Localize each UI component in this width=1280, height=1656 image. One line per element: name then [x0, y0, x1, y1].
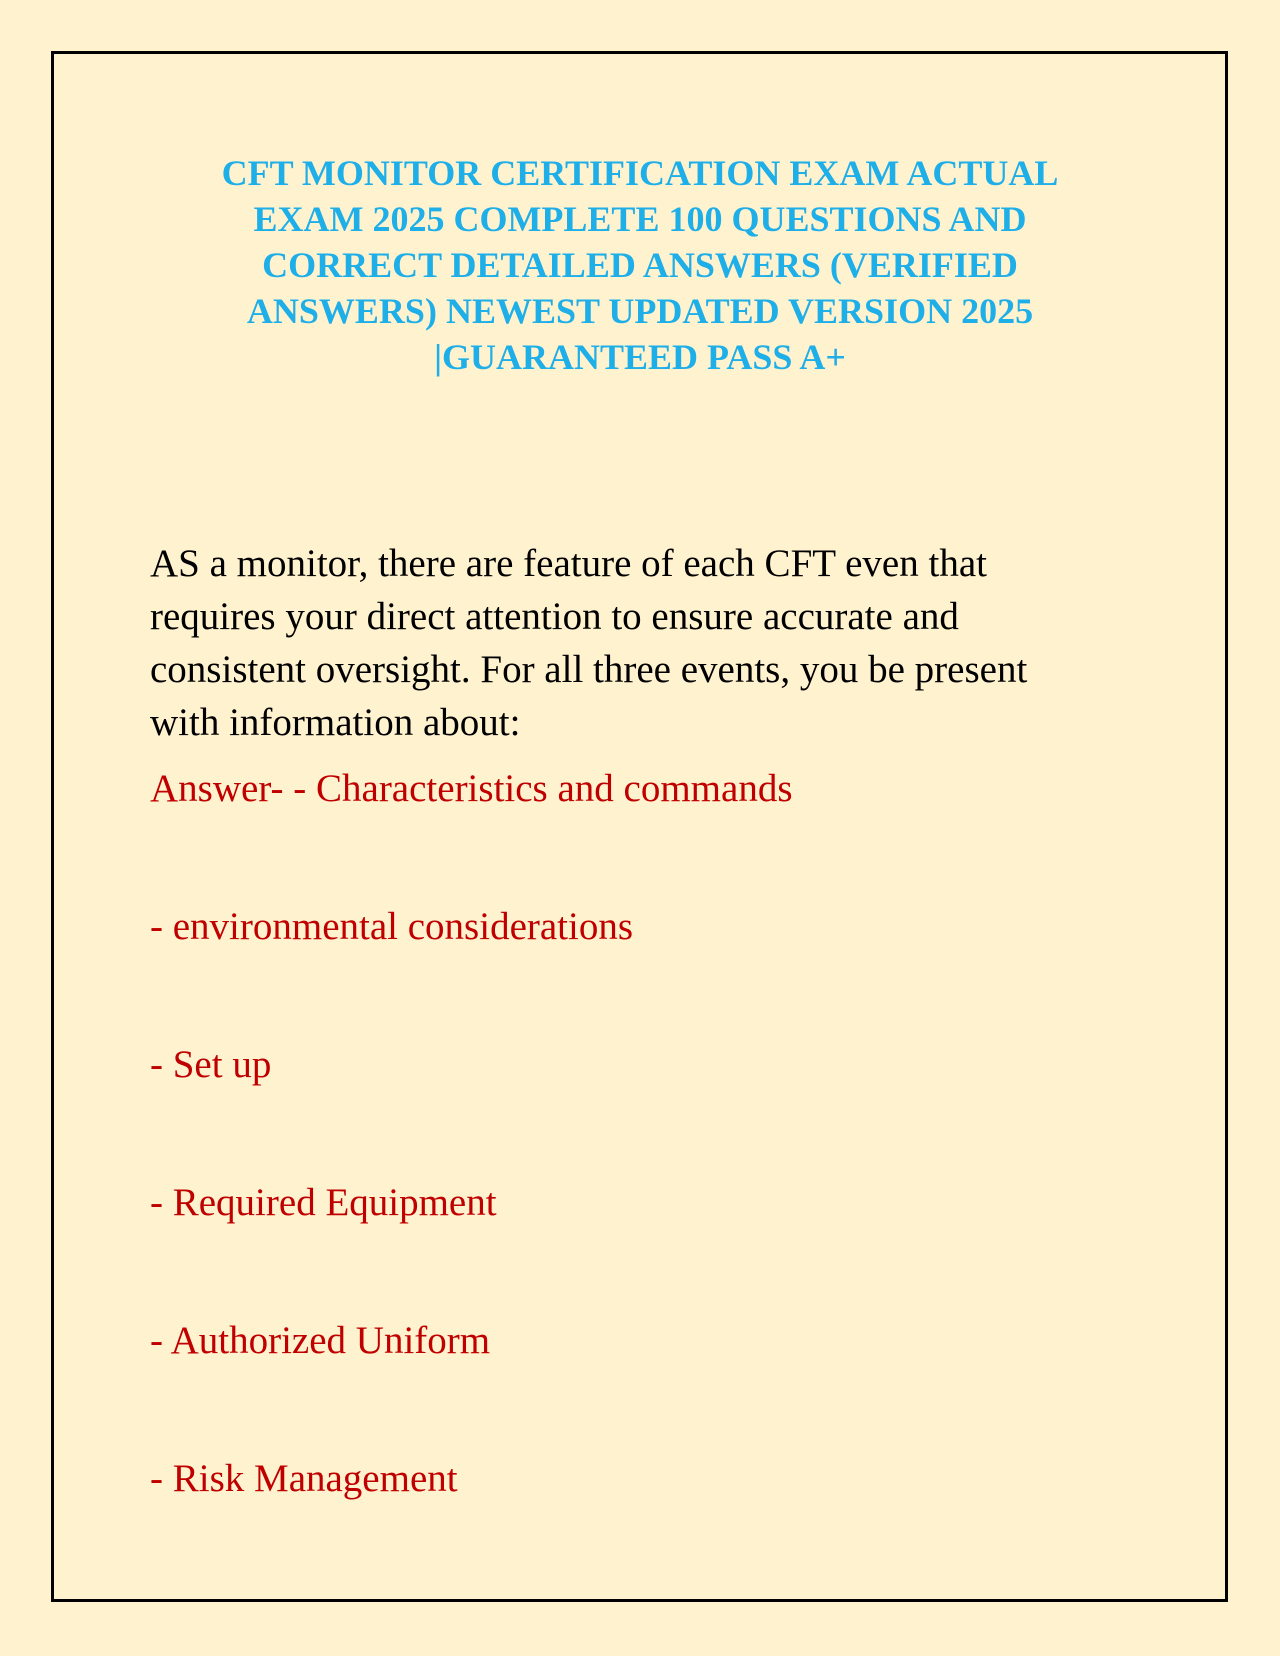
title-line: |GUARANTEED PASS A+ — [434, 337, 846, 377]
question-line: with information about: — [150, 701, 521, 744]
answer-item: - Authorized Uniform — [150, 1319, 491, 1362]
answer-item: - environmental considerations — [150, 905, 634, 948]
title-line: CORRECT DETAILED ANSWERS (VERIFIED — [262, 245, 1018, 285]
answer-item: - Set up — [150, 1043, 272, 1086]
question-line: AS a monitor, there are feature of each CFT even that — [150, 542, 987, 585]
title-line: CFT MONITOR CERTIFICATION EXAM ACTUAL — [221, 153, 1059, 193]
question-line: requires your direct attention to ensure accurate and — [150, 595, 959, 638]
document-title — [150, 150, 1130, 380]
question-line: consistent oversight. For all three events, you be present — [150, 648, 1028, 691]
title-line: EXAM 2025 COMPLETE 100 QUESTIONS AND — [253, 199, 1027, 239]
question-text — [150, 537, 1130, 749]
title-line: ANSWERS) NEWEST UPDATED VERSION 2025 — [246, 291, 1034, 331]
answer-item: - Risk Management — [150, 1457, 458, 1500]
answer-item: - Required Equipment — [150, 1181, 497, 1224]
answer-heading: Answer- - Characteristics and commands — [150, 767, 793, 810]
